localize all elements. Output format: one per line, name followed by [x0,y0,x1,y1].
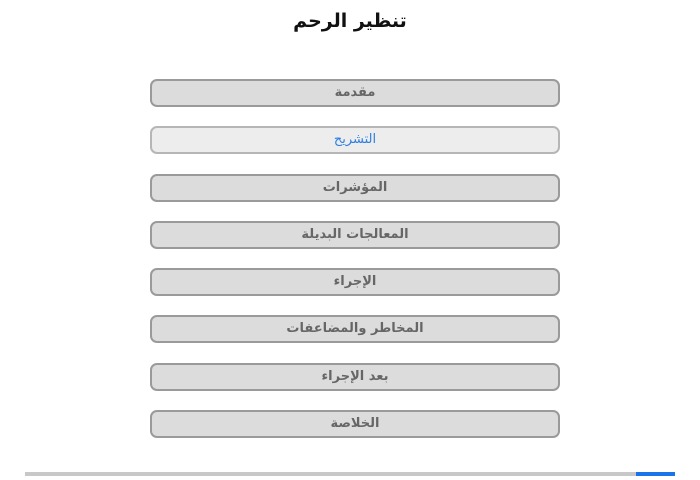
menu-item-after-procedure[interactable]: بعد الإجراء [150,363,560,391]
menu-item-introduction[interactable]: مقدمة [150,79,560,107]
menu-item-indications[interactable]: المؤشرات [150,174,560,202]
progress-bar-fill [636,472,675,476]
menu-item-risks[interactable]: المخاطر والمضاعفات [150,315,560,343]
page-title: تنظير الرحم [293,10,407,32]
menu-item-procedure[interactable]: الإجراء [150,268,560,296]
progress-bar [25,472,675,476]
menu-item-summary[interactable]: الخلاصة [150,410,560,438]
menu-item-alternatives[interactable]: المعالجات البديلة [150,221,560,249]
chapter-menu [150,79,560,457]
menu-item-anatomy[interactable]: التشريح [150,126,560,154]
